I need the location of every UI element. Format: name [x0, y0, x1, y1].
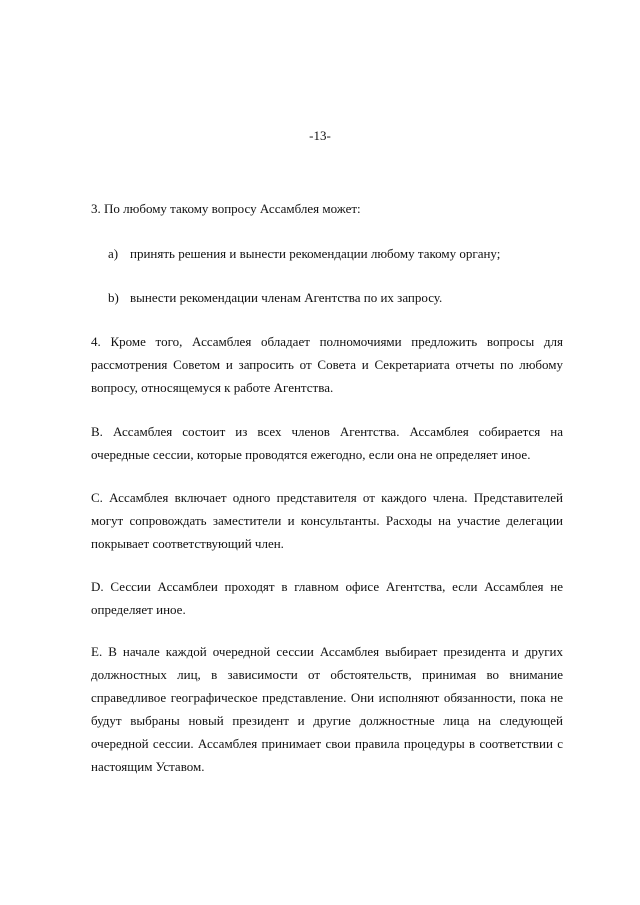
list-item-b-text: вынести рекомендации членам Агентства по их запросу. — [130, 290, 443, 305]
list-item-b — [108, 286, 563, 309]
paragraph-d: D. Сессии Ассамблеи проходят в главном офисе Агентства, если Ассамблея не определяет иное. — [91, 579, 563, 617]
paragraph-e: E. В начале каждой очередной сессии Ассамблея выбирает президента и других должностных лиц, в зависимости от обстоятельств, принимая во внимание справедливое географическое представление. Они исполняют обязанности, пока не будут выбраны новый президент и другие должностные лица на следующей очередной сессии. Ассамблея принимает свои правила процедуры в соответствии с настоящим Уставом. — [91, 644, 563, 774]
list-item-a-label: a) — [108, 246, 119, 261]
paragraph-c: C. Ассамблея включает одного представителя от каждого члена. Представителей могут сопровождать заместители и консультанты. Расходы на участие делегации покрывает соответствующий член. — [91, 490, 563, 551]
list-item-a-text: принять решения и вынести рекомендации любому такому органу; — [130, 246, 501, 261]
list-item-b-label: b) — [108, 290, 119, 305]
paragraph-4: 4. Кроме того, Ассамблея обладает полномочиями предложить вопросы для рассмотрения Советом и запросить от Совета и Секретариата отчеты по любому вопросу, относящемуся к работе Агентства. — [91, 334, 563, 395]
page-number: -13- — [309, 128, 331, 143]
paragraph-3: 3. По любому такому вопросу Ассамблея может: — [91, 201, 361, 216]
list-item-a — [108, 242, 563, 265]
paragraph-b: B. Ассамблея состоит из всех членов Агентства. Ассамблея собирается на очередные сессии, которые проводятся ежегодно, если она не определяет иное. — [91, 424, 563, 462]
